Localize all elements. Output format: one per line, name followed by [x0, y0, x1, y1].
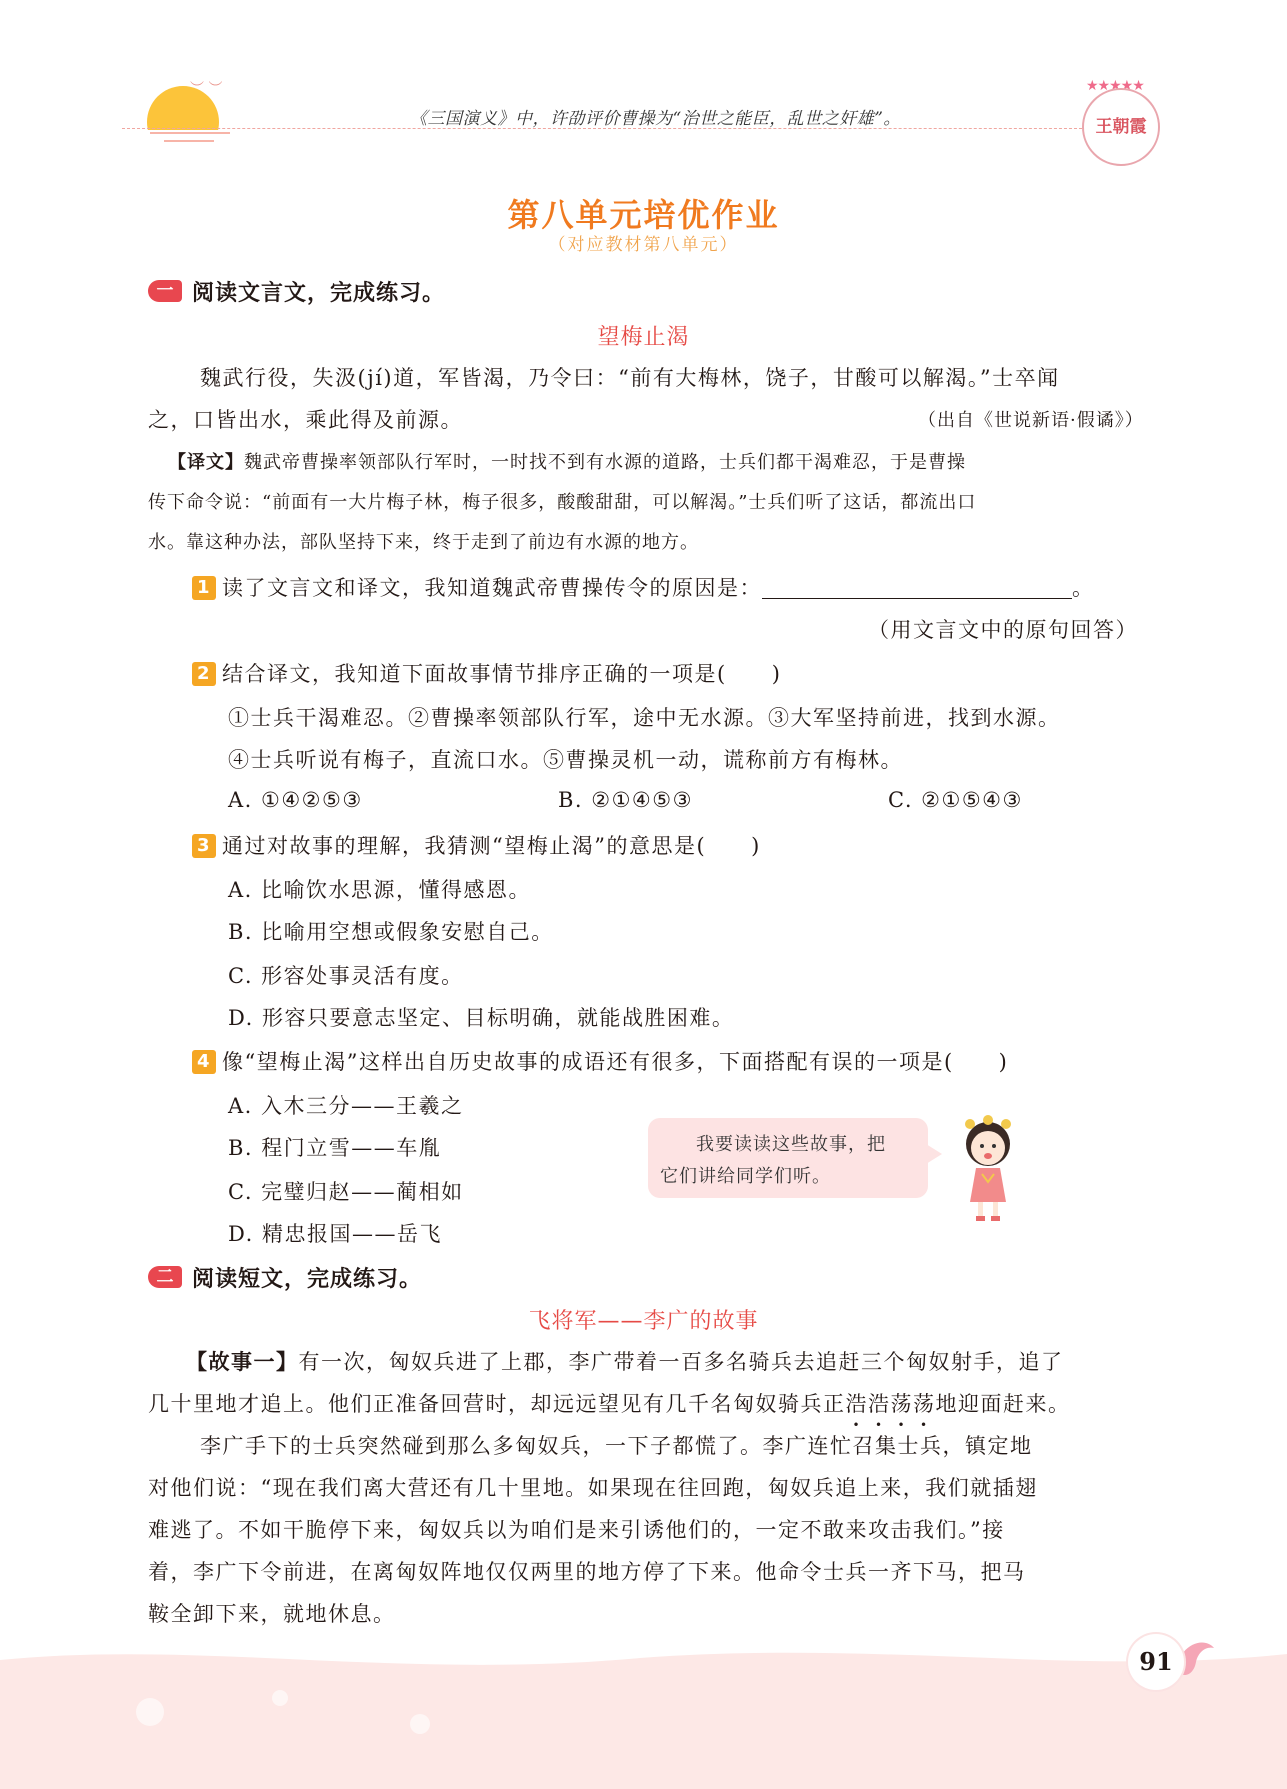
page-title: 第八单元培优作业 — [507, 196, 780, 234]
question-1-text: 读了文言文和译文，我知道魏武帝曹操传令的原因是： — [222, 576, 762, 600]
question-3-option-c[interactable]: C. 形容处事灵活有度。 — [228, 964, 464, 988]
translation-text-1: 魏武帝曹操率领部队行军时，一时找不到有水源的道路，士兵们都干渴难忍，于是曹操 — [244, 452, 966, 473]
seal-name: 王朝霞 — [1095, 117, 1147, 137]
speech-bubble — [648, 1118, 928, 1198]
section-2-badge: 二 — [148, 1266, 182, 1288]
question-4-option-b[interactable]: B. 程门立雪——车胤 — [228, 1136, 442, 1160]
emphasized-word: 浩浩荡荡 — [845, 1392, 936, 1416]
brand-seal-logo: ★★★★★ 王朝霞 — [1082, 78, 1164, 160]
question-3-option-b[interactable]: B. 比喻用空想或假象安慰自己。 — [228, 920, 554, 944]
question-2-number: 2 — [192, 662, 216, 686]
story-2-p1-text-1: 有一次，匈奴兵进了上郡，李广带着一百多名骑兵去追赶三个匈奴射手，追了 — [298, 1350, 1064, 1374]
story-2-p1-line-2 — [148, 1388, 1071, 1418]
question-1-end: 。 — [1072, 576, 1095, 600]
story-2-p2-line-2: 对他们说：“现在我们离大营还有几十里地。如果现在往回跑，匈奴兵追上来，我们就插翅 — [148, 1476, 1038, 1500]
header-quote: 《三国演义》中，许劭评价曹操为“治世之能臣，乱世之奸雄”。 — [410, 109, 901, 129]
question-3-option-a[interactable]: A. 比喻饮水思源，懂得感恩。 — [228, 878, 532, 902]
story-2-p2-line-5: 鞍全卸下来，就地休息。 — [148, 1602, 396, 1626]
question-2-option-a[interactable]: A. ①④②⑤③ — [228, 788, 363, 812]
section-2-heading: 阅读短文，完成练习。 — [192, 1266, 423, 1292]
question-1 — [192, 572, 1095, 602]
speech-bubble-line-2: 它们讲给同学们听。 — [660, 1166, 831, 1187]
translation-tag: 【译文】 — [168, 452, 244, 473]
sun-lines-decoration — [150, 132, 230, 148]
question-2-option-b[interactable]: B. ②①④⑤③ — [558, 788, 693, 812]
question-4-number: 4 — [192, 1050, 216, 1074]
story-2-title: 飞将军——李广的故事 — [528, 1309, 759, 1334]
footer-wave-decoration — [0, 1640, 1287, 1789]
question-3 — [192, 830, 761, 860]
question-4-text[interactable]: 像“望梅止渴”这样出自历史故事的成语还有很多，下面搭配有误的一项是( ) — [222, 1050, 1009, 1074]
question-1-note: （用文言文中的原句回答） — [868, 618, 1138, 642]
page-number: 91 — [1128, 1634, 1184, 1690]
question-4-option-a[interactable]: A. 入木三分——王羲之 — [228, 1094, 464, 1118]
girl-character-illustration — [948, 1110, 1028, 1230]
question-4 — [192, 1046, 1008, 1076]
story-2-p1-line-1 — [186, 1346, 1064, 1376]
question-3-text[interactable]: 通过对故事的理解，我猜测“望梅止渴”的意思是( ) — [222, 834, 761, 858]
story-2-p1-tag: 【故事一】 — [186, 1350, 299, 1374]
question-4-option-d[interactable]: D. 精忠报国——岳飞 — [228, 1222, 442, 1246]
section-1-heading: 阅读文言文，完成练习。 — [192, 280, 446, 306]
translation-line-1 — [168, 448, 966, 474]
translation-line-3: 水。靠这种办法，部队坚持下来，终于走到了前边有水源的地方。 — [148, 532, 699, 553]
classical-line-2: 之，口皆出水，乘此得及前源。 — [148, 408, 463, 432]
question-2-option-c[interactable]: C. ②①⑤④③ — [888, 788, 1023, 812]
section-2-header — [148, 1262, 422, 1292]
question-2-events-1: ①士兵干渴难忍。②曹操率领部队行军，途中无水源。③大军坚持前进，找到水源。 — [228, 706, 1061, 730]
question-3-option-d[interactable]: D. 形容只要意志坚定、目标明确，就能战胜困难。 — [228, 1006, 735, 1030]
classical-line-1: 魏武行役，失汲(jí)道，军皆渴，乃令曰：“前有大梅林，饶子，甘酸可以解渴。”士卒闻 — [200, 366, 1060, 390]
section-1-header — [148, 276, 445, 306]
question-4-option-c[interactable]: C. 完璧归赵——蔺相如 — [228, 1180, 464, 1204]
page-subtitle: （对应教材第八单元） — [548, 235, 739, 255]
story-1-title: 望梅止渴 — [597, 325, 690, 350]
story-2-p1-text-2a: 几十里地才追上。他们正准备回营时，却远远望见有几千名匈奴骑兵正 — [148, 1392, 846, 1416]
story-2-p2-line-4: 着，李广下令前进，在离匈奴阵地仅仅两里的地方停了下来。他命令士兵一齐下马，把马 — [148, 1560, 1026, 1584]
question-2-text[interactable]: 结合译文，我知道下面故事情节排序正确的一项是( ) — [222, 662, 782, 686]
story-2-p2-line-1: 李广手下的士兵突然碰到那么多匈奴兵，一下子都慌了。李广连忙召集士兵，镇定地 — [200, 1434, 1033, 1458]
classical-source: （出自《世说新语·假谲》） — [918, 410, 1144, 431]
translation-line-2: 传下命令说：“前面有一大片梅子林，梅子很多，酸酸甜甜，可以解渴。”士兵们听了这话，都流出口 — [148, 492, 977, 513]
question-1-number: 1 — [192, 576, 216, 600]
question-1-answer-blank[interactable] — [762, 578, 1072, 599]
question-2-events-2: ④士兵听说有梅子，直流口水。⑤曹操灵机一动，谎称前方有梅林。 — [228, 748, 903, 772]
question-2 — [192, 658, 781, 688]
question-3-number: 3 — [192, 834, 216, 858]
section-1-badge: 一 — [148, 280, 182, 302]
speech-bubble-line-1: 我要读读这些故事，把 — [696, 1134, 886, 1155]
story-2-p2-line-3: 难逃了。不如干脆停下来，匈奴兵以为咱们是来引诱他们的，一定不敢来攻击我们。”接 — [148, 1518, 1005, 1542]
birds-decoration: ︶ ︶ — [190, 81, 223, 97]
story-2-p1-text-2c: 地迎面赶来。 — [935, 1392, 1071, 1416]
